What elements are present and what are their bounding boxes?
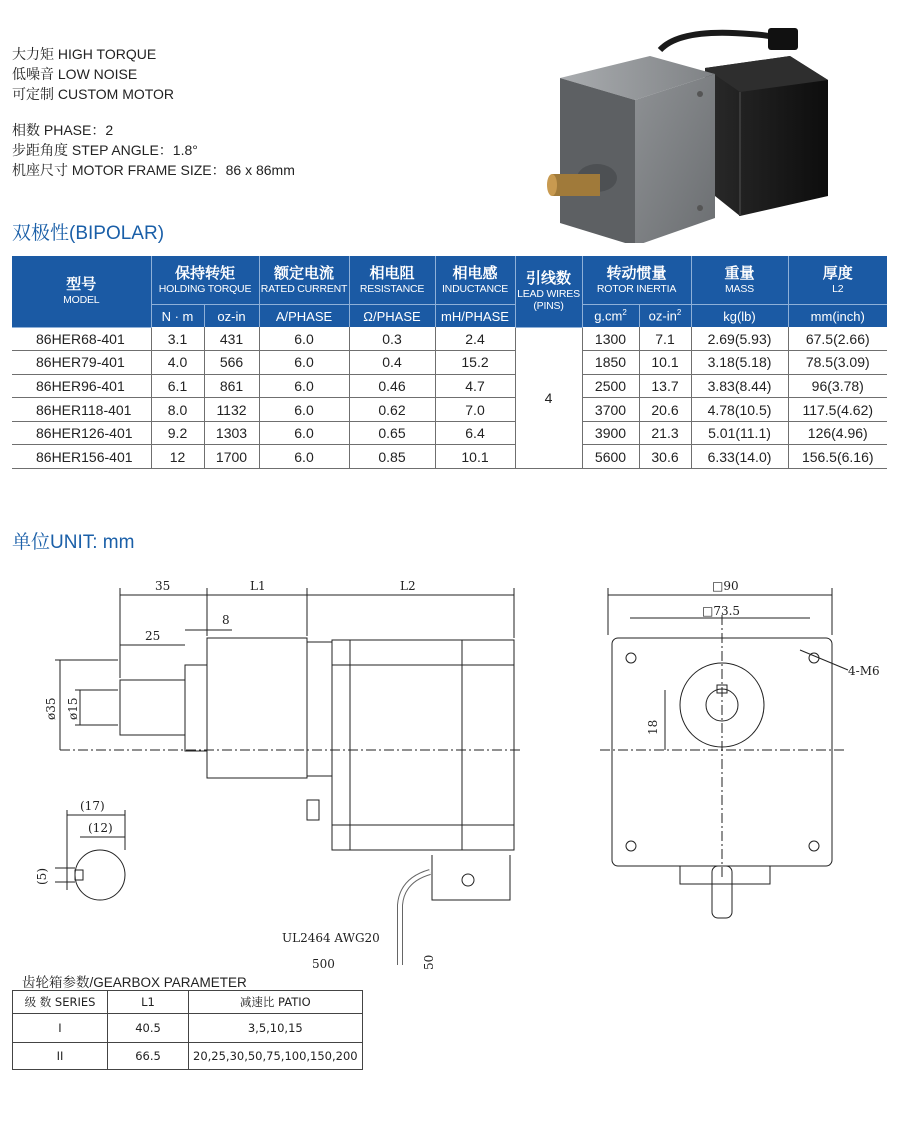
dim-l1: L1 [250, 579, 266, 593]
table-row: 86HER118-401 8.0 1132 6.0 0.62 7.0 3700 20.6 4.78(10.5) 117.5(4.62) [12, 398, 887, 422]
unit-gcm2: $g.cm^2$ [582, 305, 639, 328]
square-73: □73.5 [702, 604, 741, 618]
table-row: 86HER96-401 6.1 861 6.0 0.46 4.7 2500 13.7 3.83(8.44) 96(3.78) [12, 374, 887, 398]
spec-step-angle: 步距角度 STEP ANGLE：1.8° [12, 142, 198, 158]
header-rated-current: 额定电流 RATED CURRENT [259, 256, 349, 305]
lead-wires-value: 4 [515, 327, 582, 469]
cable-length: 500 [312, 957, 335, 971]
header-holding-torque: 保持转矩 HOLDING TORQUE [151, 256, 259, 305]
dia-15: ø15 [66, 697, 80, 720]
header-resistance: 相电阻 RESISTANCE [349, 256, 435, 305]
unit-ozin2: $oz-in^2$ [639, 305, 691, 328]
square-90: □90 [712, 579, 739, 593]
bipolar-title: 双极性(BIPOLAR) [12, 223, 165, 244]
header-l2: 厚度 L2 [788, 256, 887, 305]
feature-high-torque: 大力矩 HIGH TORQUE [12, 46, 157, 62]
gearbox-title: 齿轮箱参数/GEARBOX PARAMETER [22, 975, 247, 990]
spec-frame-size: 机座尺寸 MOTOR FRAME SIZE：86 x 86mm [12, 162, 295, 178]
dim-50: 50 [422, 954, 436, 970]
header-lead-wires: 引线数 LEAD WIRES (PINS) [515, 256, 582, 327]
feature-custom-motor: 可定制 CUSTOM MOTOR [12, 86, 175, 102]
unit-l2: mm(inch) [788, 305, 887, 328]
table-row: 86HER126-401 9.2 1303 6.0 0.65 6.4 3900 21.3 5.01(11.1) 126(4.96) [12, 421, 887, 445]
feature-low-noise: 低噪音 LOW NOISE [12, 66, 138, 82]
unit-ozin: oz-in [204, 305, 259, 328]
unit-resistance: Ω/PHASE [349, 305, 435, 328]
dim-8: 8 [222, 613, 230, 627]
dim-l2: L2 [400, 579, 416, 593]
unit-nm: N · m [151, 305, 204, 328]
header-model: 型号 MODEL [12, 256, 151, 327]
dim-12: (12) [88, 821, 113, 835]
dim-35: 35 [155, 579, 171, 593]
spec-phase: 相数 PHASE：2 [12, 122, 114, 138]
unit-inductance: mH/PHASE [435, 305, 515, 328]
dim-5: (5) [35, 868, 49, 885]
motor-photo [540, 18, 840, 243]
unit-current: A/PHASE [259, 305, 349, 328]
table-row: I 40.5 3,5,10,15 [13, 1014, 363, 1043]
table-row: 86HER68-401 3.1 431 6.0 0.3 2.4 4 1300 7.1 2.69(5.93) 67.5(2.66) [12, 327, 887, 351]
table-header-row [12, 256, 887, 305]
intro-specs [12, 44, 295, 180]
cable-spec: UL2464 AWG20 [282, 931, 380, 945]
gearbox-header-row: 级 数 SERIES L1 减速比 PATIO [13, 991, 363, 1014]
dimension-drawing [0, 560, 900, 980]
side-view [55, 588, 520, 965]
dim-18: 18 [646, 719, 660, 735]
table-row: II 66.5 20,25,30,50,75,100,150,200 [13, 1043, 363, 1070]
gearbox-table [12, 990, 363, 1070]
table-row: 86HER156-401 12 1700 6.0 0.85 10.1 5600 30.6 6.33(14.0) 156.5(6.16) [12, 445, 887, 469]
table-row: 86HER79-401 4.0 566 6.0 0.4 15.2 1850 10.1 3.18(5.18) 78.5(3.09) [12, 351, 887, 375]
holes-4-m6: 4-M6 [848, 664, 880, 678]
dim-17: (17) [80, 799, 105, 813]
header-inductance: 相电感 INDUCTANCE [435, 256, 515, 305]
dim-25: 25 [145, 629, 161, 643]
header-mass: 重量 MASS [691, 256, 788, 305]
header-rotor-inertia: 转动惯量 ROTOR INERTIA [582, 256, 691, 305]
dia-35: ø35 [44, 697, 58, 720]
end-view [600, 588, 848, 918]
spec-table [12, 256, 887, 469]
unit-mass: kg(lb) [691, 305, 788, 328]
unit-title: 单位UNIT: mm [12, 532, 135, 553]
